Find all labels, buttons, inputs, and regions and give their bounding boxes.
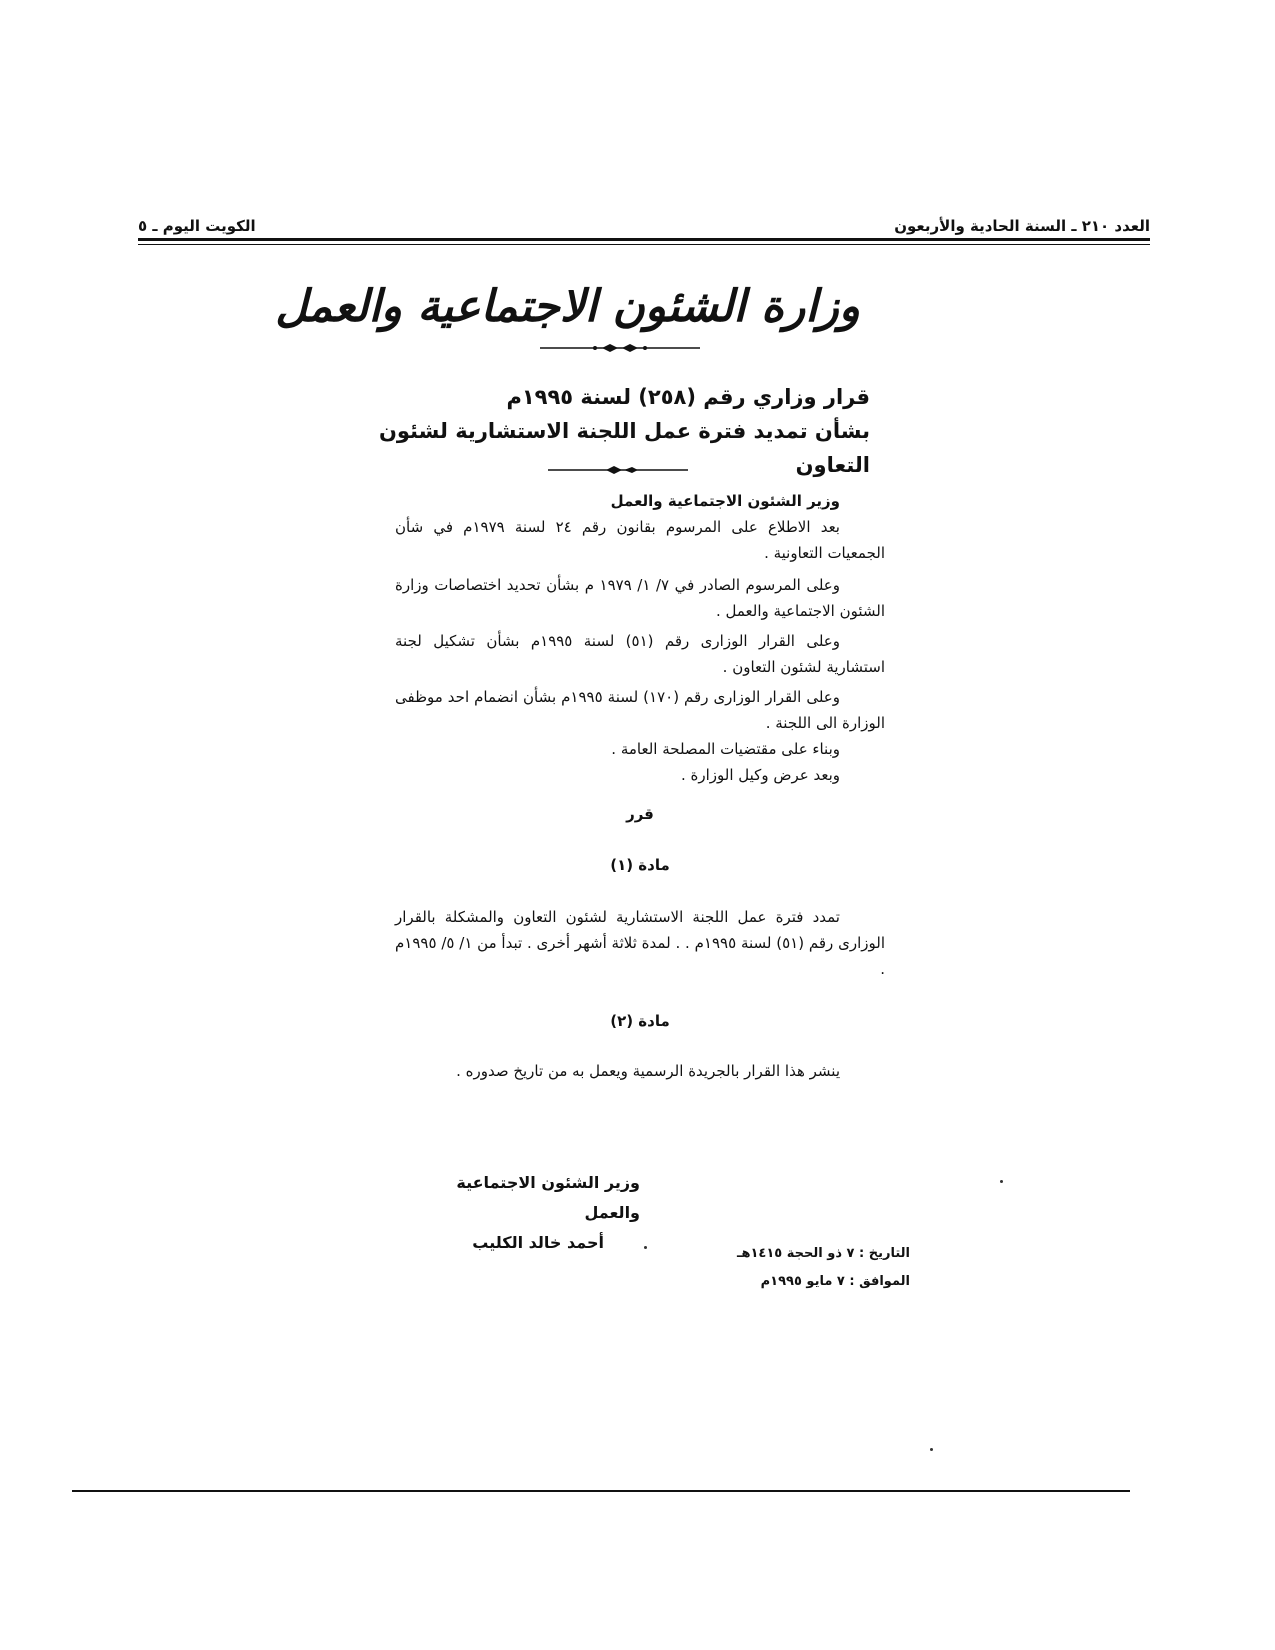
preamble-paragraph: وعلى المرسوم الصادر في ٧/ ١/ ١٩٧٩ م بشأن تحديد اختصاصات وزارة الشئون الاجتماعية والعمل . — [395, 576, 885, 620]
decision-title-line2: بشأن تمديد فترة عمل اللجنة الاستشارية لشئون — [378, 419, 870, 443]
footer-rule — [72, 1490, 1130, 1492]
ornament-divider-top — [540, 342, 700, 354]
issue-number: العدد ٢١٠ ـ السنة الحادية والأربعون — [894, 217, 1150, 235]
article1-text — [395, 904, 885, 982]
running-header — [138, 207, 1150, 235]
preamble-paragraph: وبناء على مقتضيات المصلحة العامة . — [611, 740, 840, 758]
date-block — [690, 1240, 910, 1296]
article2-label: مادة (٢) — [610, 1012, 670, 1030]
article2-text — [395, 1058, 885, 1084]
signatory-title: وزير الشئون الاجتماعية والعمل — [456, 1173, 640, 1222]
header-rule-thin — [138, 244, 1150, 245]
article1-body: تمدد فترة عمل اللجنة الاستشارية لشئون التعاون والمشكلة بالقرار الوزارى رقم (٥١) لسنة ١٩٩٥م . . لمدة ثلاثة أشهر أخرى . تبدأ من ١/ ٥/ ١٩٩٥م . — [395, 908, 885, 978]
ornament-divider-bottom — [548, 464, 688, 476]
decided-label: قرر — [626, 805, 654, 823]
signatory-name: أحمد خالد الكليب — [472, 1233, 604, 1252]
article2-body: ينشر هذا القرار بالجريدة الرسمية ويعمل به من تاريخ صدوره . — [456, 1062, 840, 1080]
article1-label: مادة (١) — [610, 856, 670, 874]
hijri-date: التاريخ : ٧ ذو الحجة ١٤١٥هـ — [737, 1246, 910, 1261]
scan-speck — [1000, 1180, 1003, 1183]
header-rule — [138, 238, 1150, 241]
preamble-paragraph: وعلى القرار الوزارى رقم (٥١) لسنة ١٩٩٥م بشأن تشكيل لجنة استشارية لشئون التعاون . — [395, 632, 885, 676]
preamble-paragraph: وبعد عرض وكيل الوزارة . — [680, 766, 840, 784]
ministry-title: وزارة الشئون الاجتماعية والعمل — [275, 281, 860, 332]
decision-title-line3: التعاون — [795, 453, 870, 477]
preamble-paragraph: بعد الاطلاع على المرسوم بقانون رقم ٢٤ لسنة ١٩٧٩م في شأن الجمعيات التعاونية . — [395, 518, 885, 562]
signature-block — [400, 1168, 640, 1258]
publication-name: الكويت اليوم ـ ٥ — [138, 217, 256, 235]
preamble-paragraph: وعلى القرار الوزارى رقم (١٧٠) لسنة ١٩٩٥م بشأن انضمام احد موظفى الوزارة الى اللجنة . — [395, 688, 885, 732]
scan-speck — [644, 1246, 647, 1249]
preamble — [395, 488, 885, 788]
scan-speck — [930, 1448, 933, 1451]
gregorian-date: الموافق : ٧ مايو ١٩٩٥م — [760, 1274, 910, 1289]
issuer-line: وزير الشئون الاجتماعية والعمل — [610, 492, 840, 510]
decision-title-line1: قرار وزاري رقم (٢٥٨) لسنة ١٩٩٥م — [506, 385, 870, 409]
